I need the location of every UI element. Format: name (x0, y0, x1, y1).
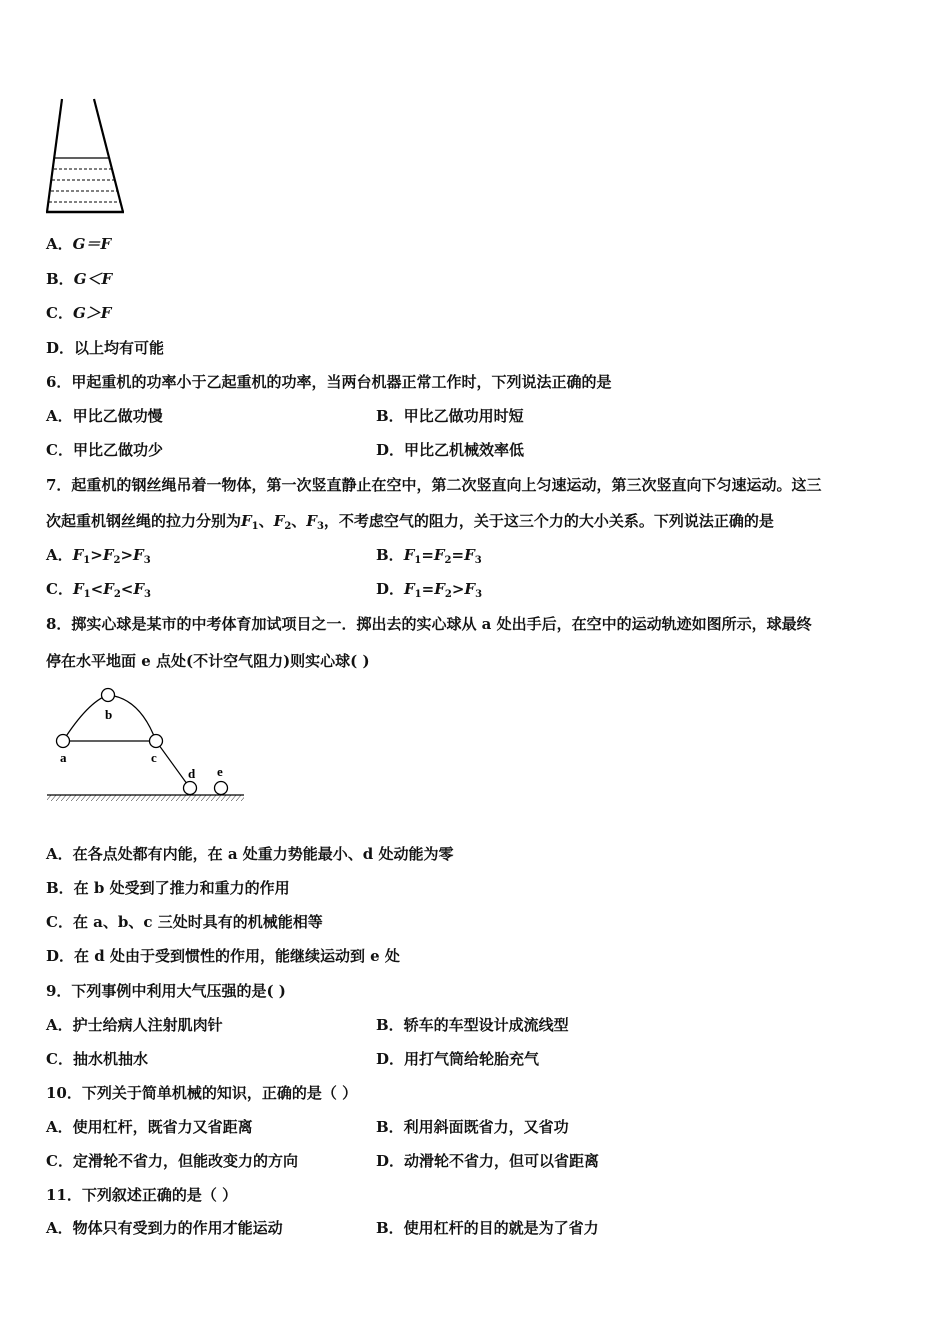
q9-option-c: C．抽水机抽水 (46, 1050, 148, 1068)
q7-stem-line1: 7．起重机的钢丝绳吊着一物体，第一次竖直静止在空中，第二次竖直向上匀速运动，第三次竖直向下匀速运动。这三 (46, 476, 822, 494)
trajectory-descent (156, 741, 190, 788)
q7-option-d: D．$F_1=F_2>F_3$ (376, 580, 483, 600)
label-e: e (217, 764, 223, 779)
q5-option-d: D．以上均有可能 (46, 339, 165, 357)
container-left-wall (47, 99, 62, 212)
q6-stem: 6．甲起重机的功率小于乙起重机的功率，当两台机器正常工作时，下列说法正确的是 (46, 373, 612, 391)
q5-option-b: B．G＜F (46, 270, 113, 288)
label-a: a (60, 750, 67, 765)
q5-option-a: A．G＝F (46, 235, 112, 253)
q8-option-b: B．在 b 处受到了推力和重力的作用 (46, 879, 290, 897)
container-figure (40, 96, 132, 218)
q11-option-b: B．使用杠杆的目的就是为了省力 (376, 1219, 599, 1237)
q9-option-d: D．用打气筒给轮胎充气 (376, 1050, 540, 1068)
ball-c (150, 735, 163, 748)
q10-option-d: D．动滑轮不省力，但可以省距离 (376, 1152, 600, 1170)
q8-stem-line1: 8．掷实心球是某市的中考体育加试项目之一．掷出去的实心球从 a 处出手后，在空中的运动轨迹如图所示，球最终 (46, 615, 812, 633)
trajectory-fall (108, 695, 156, 741)
q10-option-c: C．定滑轮不省力，但能改变力的方向 (46, 1152, 298, 1170)
ground-hatch (47, 795, 244, 801)
trajectory-rise (63, 695, 108, 741)
label-b: b (105, 707, 113, 722)
ball-d (184, 782, 197, 795)
q7-option-a: A．$F_1>F_2>F_3$ (46, 546, 151, 566)
label-c: c (151, 750, 157, 765)
q9-option-b: B．轿车的车型设计成流线型 (376, 1016, 569, 1034)
ball-b (102, 689, 115, 702)
q10-stem: 10．下列关于简单机械的知识，正确的是（ ） (46, 1084, 358, 1102)
q7-stem-line2: 次起重机钢丝绳的拉力分别为$F_1$、$F_2$、$F_3$，不考虑空气的阻力，关于这三个力的大小关系。下列说法正确的是 (46, 512, 774, 532)
q9-stem: 9．下列事例中利用大气压强的是( ) (46, 982, 286, 1000)
q10-option-b: B．利用斜面既省力，又省功 (376, 1118, 569, 1136)
label-d: d (188, 766, 196, 781)
q8-stem-line2: 停在水平地面 e 点处(不计空气阻力)则实心球( ) (46, 652, 370, 670)
ball-e (215, 782, 228, 795)
q10-option-a: A．使用杠杆，既省力又省距离 (46, 1118, 253, 1136)
q8-option-c: C．在 a、b、c 三处时具有的机械能相等 (46, 913, 323, 931)
q6-option-b: B．甲比乙做功用时短 (376, 407, 524, 425)
q9-option-a: A．护士给病人注射肌肉针 (46, 1016, 223, 1034)
q6-option-d: D．甲比乙机械效率低 (376, 441, 525, 459)
q11-stem: 11．下列叙述正确的是（ ） (46, 1186, 238, 1204)
q8-option-d: D．在 d 处由于受到惯性的作用，能继续运动到 e 处 (46, 947, 400, 965)
container-right-wall (94, 99, 123, 212)
q7-option-b: B．$F_1=F_2=F_3$ (376, 546, 482, 566)
q6-option-a: A．甲比乙做功慢 (46, 407, 163, 425)
q8-option-a: A．在各点处都有内能，在 a 处重力势能最小、d 处动能为零 (46, 845, 454, 863)
trajectory-figure (44, 684, 250, 806)
q6-option-c: C．甲比乙做功少 (46, 441, 163, 459)
q5-option-c: C．G＞F (46, 304, 112, 322)
q11-option-a: A．物体只有受到力的作用才能运动 (46, 1219, 283, 1237)
ball-a (57, 735, 70, 748)
q7-option-c: C．$F_1<F_2<F_3$ (46, 580, 151, 600)
